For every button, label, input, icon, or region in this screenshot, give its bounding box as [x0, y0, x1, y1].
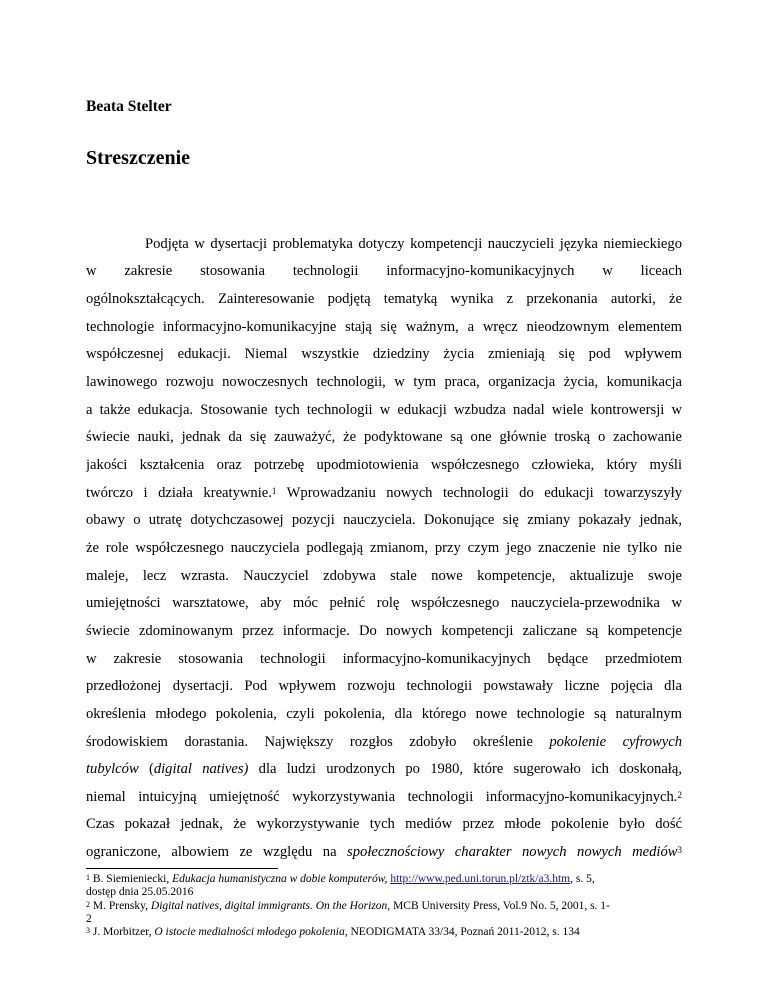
- paragraph-line: współczesnej edukacji. Niemal wszystkie dziedziny życia zmieniają się pod wpływem: [86, 346, 682, 362]
- text-segment: Wprowadzaniu nowych technologii do edukacji towarzyszyły: [276, 485, 682, 501]
- paragraph-line: a także edukacja. Stosowanie tych technologii w edukacji wzbudza nadal wiele kontrowersji w: [86, 402, 682, 418]
- footnote-text: , s. 5,: [570, 873, 595, 885]
- paragraph-line: [86, 483, 682, 503]
- author-name: Beata Stelter: [86, 98, 172, 115]
- footnote-ref[interactable]: 3: [677, 845, 682, 855]
- footnote-text: MCB University Press, Vol.9 No. 5, 2001, s. 1-: [390, 900, 610, 912]
- paragraph-line: przedłożonej dysertacji. Pod wpływem rozwoju technologii powstawały liczne pojęcia dla: [86, 678, 682, 694]
- paragraph-line: [86, 842, 682, 862]
- paragraph-line: że role współczesnego nauczyciela podlegają zmianom, przy czym jego znaczenie nie tylko nie: [86, 540, 682, 556]
- text-segment: dla ludzi urodzonych po 1980: [248, 761, 460, 777]
- paragraph-line: świecie zdominowanym przez informacje. Do nowych kompetencji zaliczane są kompetencje: [86, 623, 682, 639]
- text-segment: ograniczone, albowiem ze względu na: [86, 844, 337, 860]
- paragraph-line: lawinowego rozwoju nowoczesnych technologii, w tym praca, organizacja życia, komunikacja: [86, 374, 682, 390]
- footnote-number: 1: [86, 873, 90, 882]
- text-segment: .: [673, 789, 678, 805]
- footnote-text: B. Siemieniecki,: [90, 873, 173, 885]
- footnote-text: M. Prensky,: [90, 900, 151, 912]
- footnote-link[interactable]: http://www.ped.uni.torun.pl/ztk/a3.htm: [390, 873, 571, 885]
- footnote-title: Digital natives, digital immigrants. On the Horizon,: [150, 900, 391, 912]
- footnote-title: Edukacja humanistyczna w dobie komputerów,: [172, 873, 388, 885]
- footnote-2: [86, 900, 682, 913]
- page-title: Streszczenie: [86, 147, 191, 169]
- paragraph-line: w zakresie stosowania technologii informacyjno-komunikacyjnych będące przedmiotem: [86, 651, 682, 667]
- paragraph-line: w zakresie stosowania technologii informacyjno-komunikacyjnych w liceach: [86, 263, 682, 279]
- paragraph-line: [86, 732, 682, 752]
- footnote-3: [86, 926, 682, 939]
- footnote-title: O istocie medialności młodego pokolenia,: [154, 926, 348, 938]
- footnote-number: 2: [86, 900, 90, 909]
- footnote-1: [86, 873, 682, 886]
- paragraph-line: [86, 759, 682, 779]
- paragraph-line: ogólnokształcących. Zainteresowanie podjętą tematyką wynika z przekonania autorki, że: [86, 291, 682, 307]
- paragraph-line: określenia młodego pokolenia, czyli pokolenia, dla którego nowe technologie są naturalnym: [86, 706, 682, 722]
- italic-term: digital natives): [153, 761, 249, 777]
- text-segment: ,: [459, 761, 464, 777]
- paragraph-line: Czas pokazał jednak, że wykorzystywanie tych mediów przez młode pokolenie było dość: [86, 816, 682, 832]
- footnote-ref[interactable]: 1: [271, 486, 277, 496]
- italic-term: społecznościowy charakter nowych nowych mediów: [347, 844, 678, 860]
- footnote-1-continued: dostęp dnia 25.05.2016: [86, 886, 194, 898]
- paragraph-line: jakości kształcenia oraz potrzebę upodmiotowienia współczesnego człowieka, który myśli: [86, 457, 682, 473]
- footnote-2-continued: 2: [86, 913, 92, 925]
- paragraph-line: umiejętności warsztatowe, aby móc pełnić rolę współczesnego nauczyciela-przewodnika w: [86, 595, 682, 611]
- footnote-divider: [86, 868, 278, 869]
- footnote-text: J. Morbitzer,: [90, 926, 155, 938]
- paragraph-line: świecie nauki, jednak da się zauważyć, że podyktowane są one głównie troską o zachowanie: [86, 429, 682, 445]
- italic-term: pokolenie cyfrowych: [549, 734, 682, 750]
- text-segment: niemal intuicyjną umiejętność wykorzystywania technologii informacyjno-komunikacyjnych: [86, 789, 674, 805]
- paragraph-line: maleje, lecz wzrasta. Nauczyciel zdobywa stale nowe kompetencje, aktualizuje swoje: [86, 568, 682, 584]
- paragraph-line: obawy o utratę dotychczasowej pozycji nauczyciela. Dokonujące się zmiany pokazały jednak,: [86, 512, 682, 528]
- text-segment: twórczo i działa kreatywnie.: [86, 485, 272, 501]
- paragraph-line: technologie informacyjno-komunikacyjne stają się ważnym, a wręcz nieodzownym elementem: [86, 319, 682, 335]
- text-segment: które sugerowało ich doskonałą,: [463, 761, 682, 777]
- footnote-text: NEODIGMATA 33/34, Poznań 2011-2012, s. 134: [347, 926, 580, 938]
- footnote-number: 3: [86, 926, 90, 935]
- text-segment: (: [138, 761, 154, 777]
- text-segment: środowiskiem dorastania. Największy rozgłos zdobyło określenie: [86, 734, 533, 750]
- italic-term: tubylców: [86, 761, 139, 777]
- paragraph-line: Podjęta w dysertacji problematyka dotyczy kompetencji nauczycieli języka niemieckiego: [145, 236, 682, 252]
- footnote-ref[interactable]: 2: [677, 790, 682, 800]
- paragraph-line: [86, 787, 682, 807]
